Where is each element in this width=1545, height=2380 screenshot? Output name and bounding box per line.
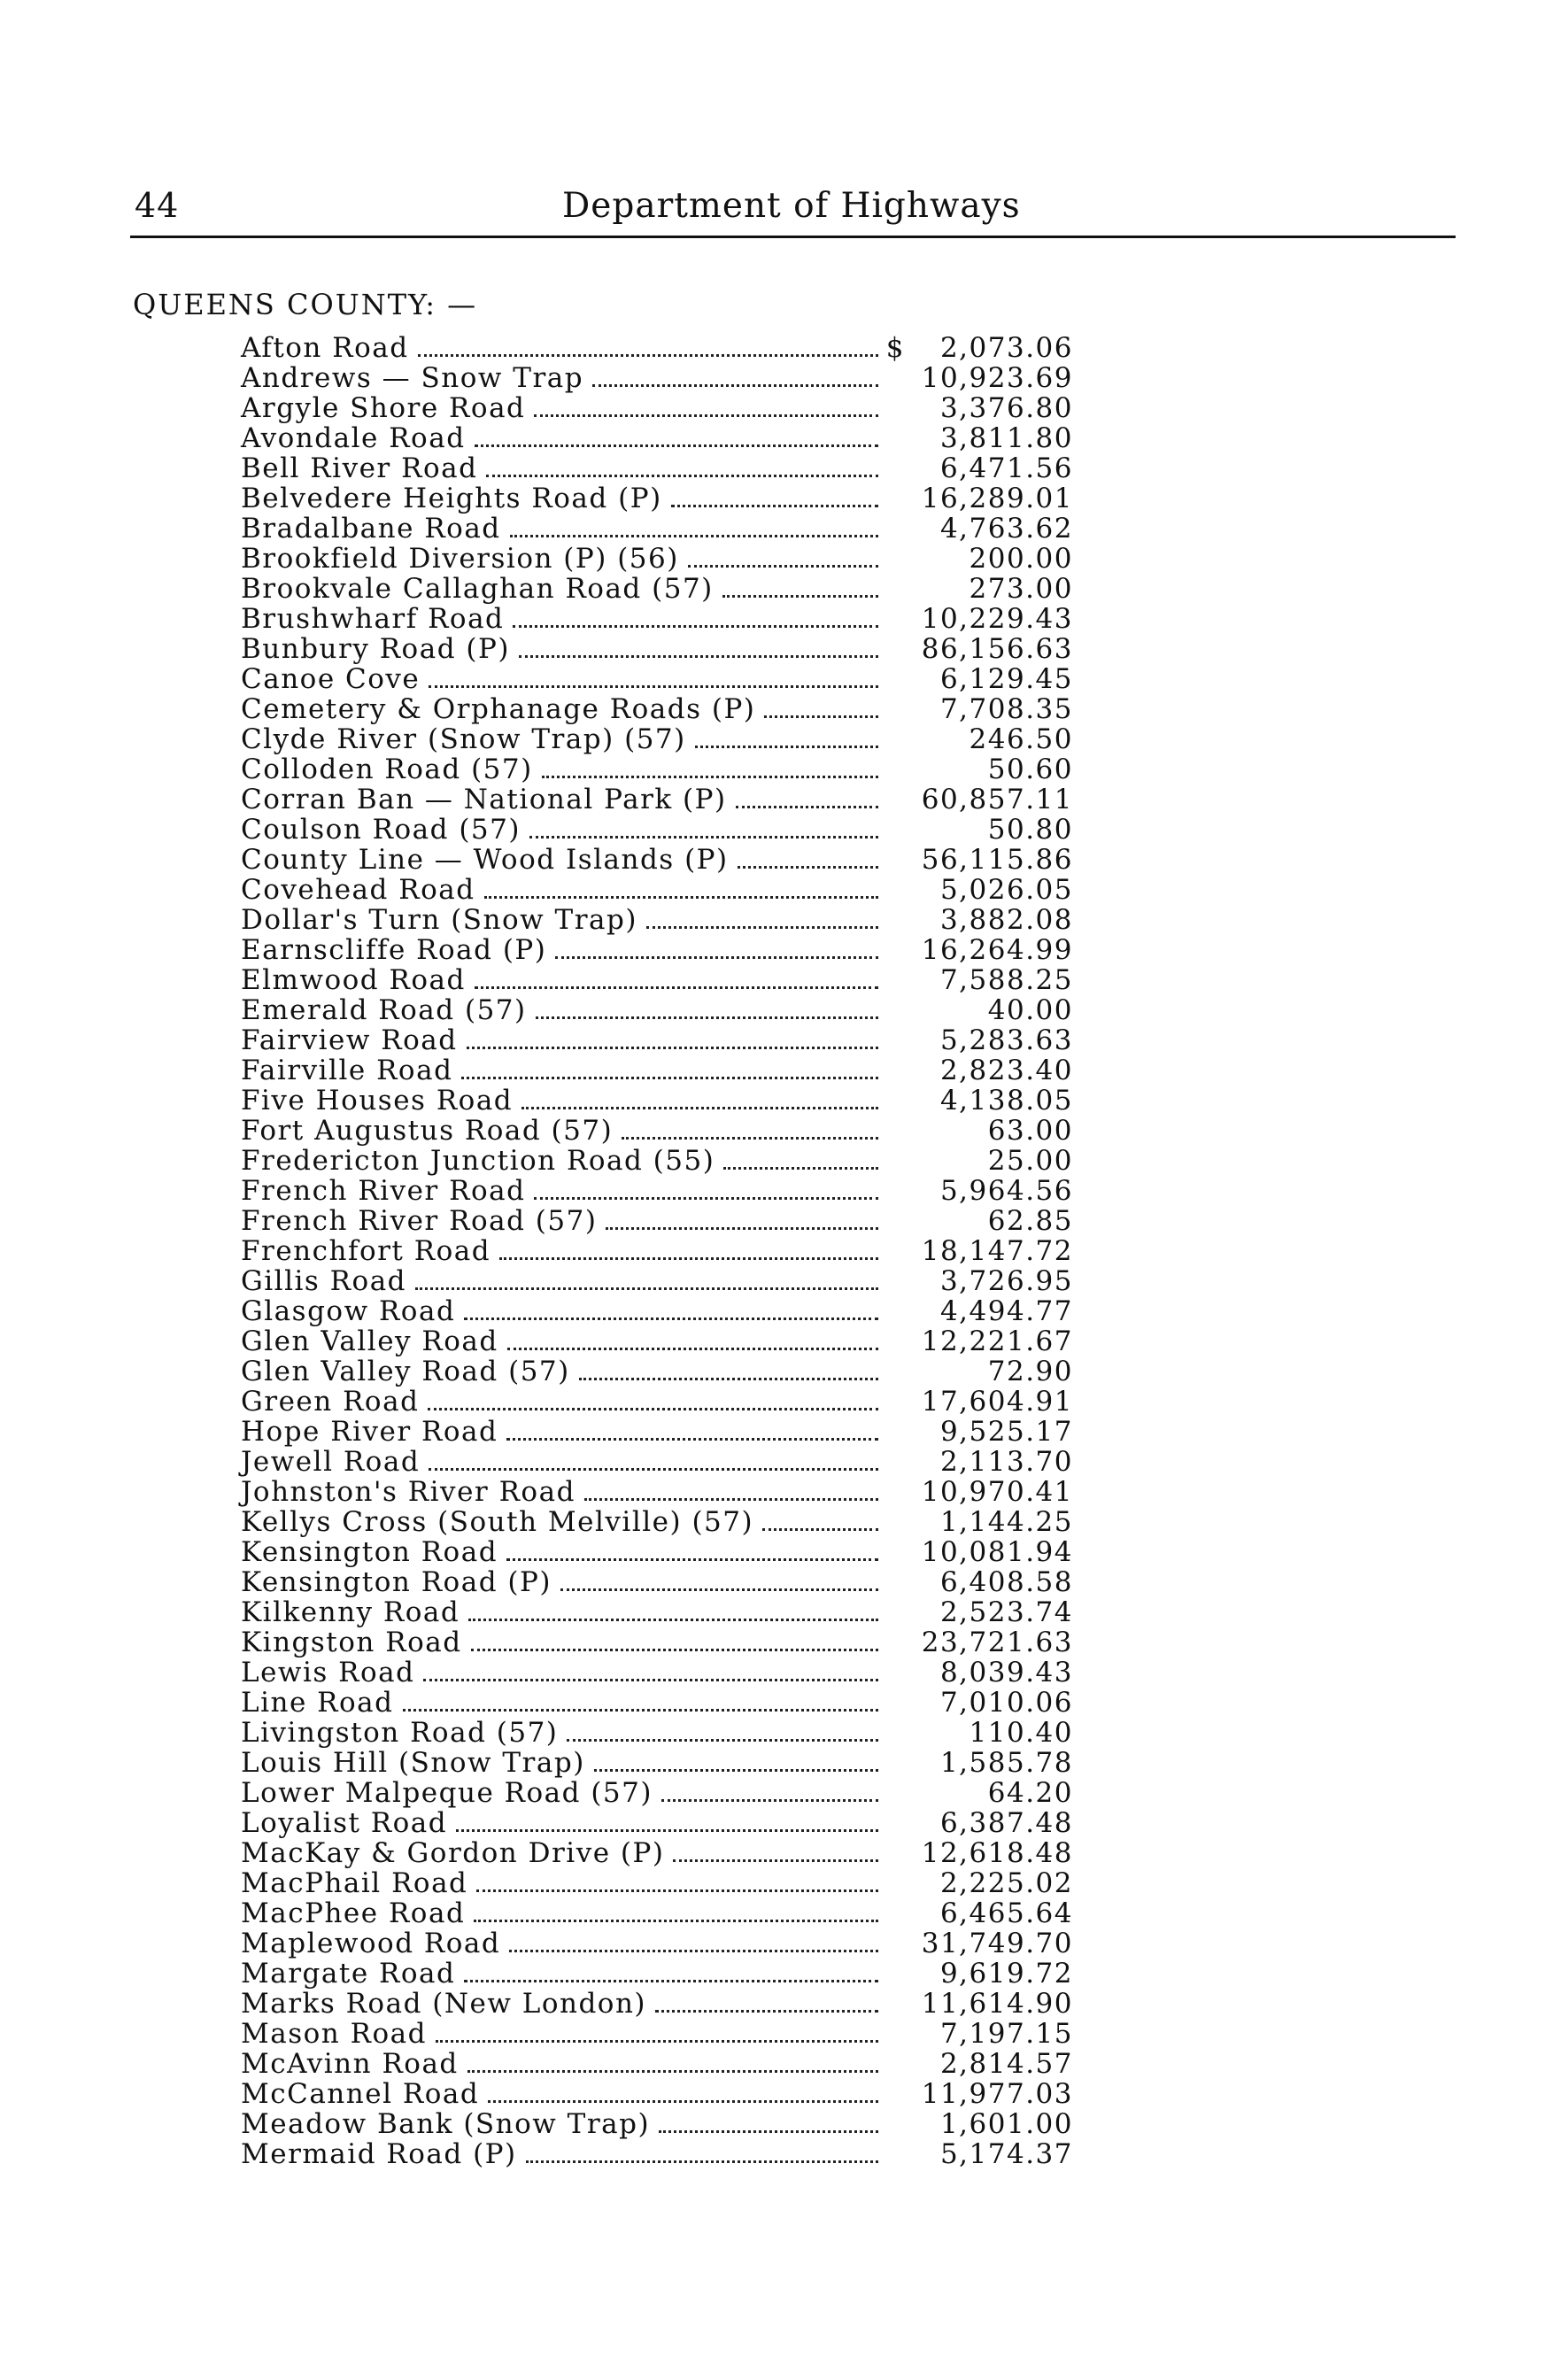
- dot-leader: [507, 1348, 878, 1350]
- amount-value: 5,283.63: [939, 1024, 1073, 1056]
- list-item: [241, 393, 1073, 423]
- amount-value: 4,494.77: [939, 1295, 1073, 1327]
- page-number: 44: [135, 186, 180, 225]
- amount-value: 50.60: [987, 753, 1073, 785]
- dot-leader: [655, 2010, 878, 2013]
- dot-leader: [475, 444, 878, 447]
- list-item: [241, 1748, 1073, 1778]
- list-item: [241, 363, 1073, 393]
- dot-leader: [467, 2070, 878, 2073]
- amount-value: 4,138.05: [939, 1085, 1073, 1117]
- dot-leader: [592, 384, 878, 387]
- amount-value: 5,174.37: [939, 2138, 1073, 2170]
- list-item: [241, 1236, 1073, 1266]
- dot-leader: [606, 1227, 878, 1230]
- dot-leader: [484, 896, 878, 899]
- dot-leader: [513, 625, 878, 628]
- list-item: [241, 1387, 1073, 1417]
- list-item: [241, 1356, 1073, 1387]
- section-heading: QUEENS COUNTY: —: [133, 288, 478, 321]
- amount-value: 2,823.40: [939, 1055, 1073, 1086]
- amount-value: 110.40: [969, 1717, 1073, 1749]
- list-item: [241, 2019, 1073, 2049]
- amount-value: 56,115.86: [921, 844, 1073, 876]
- list-item: [241, 1778, 1073, 1808]
- amount-value: 62.85: [987, 1205, 1073, 1237]
- road-name: MacKay & Gordon Drive (P): [241, 1837, 665, 1869]
- list-item: [241, 1868, 1073, 1898]
- dot-leader: [646, 926, 878, 929]
- road-name: Covehead Road: [241, 874, 475, 906]
- dot-leader: [499, 1257, 878, 1260]
- road-name: Fairview Road: [241, 1024, 458, 1056]
- road-name: Fairville Road: [241, 1055, 453, 1086]
- dot-leader: [436, 2040, 878, 2043]
- dot-leader: [534, 1197, 878, 1200]
- list-item: [241, 1417, 1073, 1447]
- amount-value: 3,811.80: [939, 422, 1073, 454]
- list-item: [241, 2079, 1073, 2109]
- road-name: Kingston Road: [241, 1627, 462, 1658]
- list-item: [241, 845, 1073, 875]
- list-item: [241, 544, 1073, 574]
- dot-leader: [468, 1619, 878, 1621]
- list-item: [241, 1658, 1073, 1688]
- dot-leader: [429, 1468, 878, 1471]
- dot-leader: [418, 354, 878, 357]
- list-item: [241, 1688, 1073, 1718]
- dot-leader: [461, 1077, 878, 1079]
- road-name: Colloden Road (57): [241, 753, 533, 785]
- amount-value: 16,289.01: [921, 483, 1073, 514]
- amount-value: 23,721.63: [921, 1627, 1073, 1658]
- amount-value: 6,465.64: [939, 1897, 1073, 1929]
- road-name: Mason Road: [241, 2018, 427, 2050]
- amount-value: 10,229.43: [921, 603, 1073, 635]
- amount-value: 10,970.41: [921, 1476, 1073, 1508]
- list-item: [241, 1206, 1073, 1236]
- list-item: [241, 574, 1073, 604]
- dot-leader: [471, 1649, 878, 1651]
- amount-value: 2,523.74: [939, 1596, 1073, 1628]
- list-item: [241, 754, 1073, 784]
- list-item: [241, 1326, 1073, 1356]
- amount-value: 246.50: [969, 723, 1073, 755]
- road-name: Bradalbane Road: [241, 513, 501, 545]
- road-name: Kellys Cross (South Melville) (57): [241, 1506, 754, 1538]
- dot-leader: [510, 535, 878, 537]
- road-name: French River Road (57): [241, 1205, 598, 1237]
- list-item: [241, 483, 1073, 514]
- dot-leader: [567, 1739, 878, 1742]
- list-item: [241, 875, 1073, 905]
- dot-leader: [542, 776, 878, 778]
- dot-leader: [695, 746, 878, 748]
- dot-leader: [671, 505, 878, 507]
- amount-value: 11,977.03: [921, 2078, 1073, 2110]
- road-name: Glen Valley Road: [241, 1325, 498, 1357]
- list-item: [241, 1507, 1073, 1537]
- dot-leader: [555, 956, 878, 959]
- currency-symbol: $: [885, 332, 905, 364]
- amount-value: 2,814.57: [939, 2048, 1073, 2080]
- list-item: [241, 1928, 1073, 1959]
- list-item: [241, 1627, 1073, 1658]
- amount-value: 1,585.78: [939, 1747, 1073, 1779]
- list-item: [241, 664, 1073, 694]
- road-name: Fort Augustus Road (57): [241, 1115, 614, 1147]
- dot-leader: [526, 2160, 878, 2163]
- dot-leader: [464, 1318, 878, 1320]
- road-name: Dollar's Turn (Snow Trap): [241, 904, 637, 936]
- dot-leader: [464, 1980, 878, 1982]
- road-name: MacPhail Road: [241, 1867, 468, 1899]
- dot-leader: [688, 565, 878, 568]
- list-item: [241, 965, 1073, 995]
- road-name: Belvedere Heights Road (P): [241, 483, 662, 514]
- road-name: Johnston's River Road: [241, 1476, 576, 1508]
- dot-leader: [423, 1679, 878, 1681]
- expenditure-list: [241, 333, 1073, 2169]
- road-name: Meadow Bank (Snow Trap): [241, 2108, 651, 2140]
- amount-value: 5,026.05: [939, 874, 1073, 906]
- list-item: [241, 1296, 1073, 1326]
- dot-leader: [579, 1378, 878, 1380]
- dot-leader: [622, 1137, 878, 1140]
- amount-value: 63.00: [987, 1115, 1073, 1147]
- list-item: [241, 1055, 1073, 1086]
- list-item: [241, 1838, 1073, 1868]
- list-item: [241, 1989, 1073, 2019]
- road-name: Marks Road (New London): [241, 1988, 647, 2020]
- dot-leader: [723, 1167, 878, 1170]
- dot-leader: [738, 866, 878, 869]
- dot-leader: [722, 595, 878, 598]
- road-name: Kilkenny Road: [241, 1596, 460, 1628]
- amount-value: 1,144.25: [939, 1506, 1073, 1538]
- dot-leader: [762, 1528, 878, 1531]
- list-item: [241, 1477, 1073, 1507]
- amount-value: 11,614.90: [921, 1988, 1073, 2020]
- dot-leader: [529, 836, 878, 838]
- page-header: [130, 186, 1458, 239]
- list-item: [241, 1146, 1073, 1176]
- amount-value: 7,708.35: [939, 693, 1073, 725]
- amount-value: 17,604.91: [921, 1386, 1073, 1418]
- road-name: McCannel Road: [241, 2078, 480, 2110]
- road-name: Elmwood Road: [241, 964, 466, 996]
- dot-leader: [521, 1107, 878, 1109]
- dot-leader: [736, 806, 878, 808]
- road-name: Avondale Road: [241, 422, 466, 454]
- list-item: [241, 423, 1073, 453]
- list-item: [241, 1959, 1073, 1989]
- road-name: Margate Road: [241, 1958, 456, 1990]
- list-item: [241, 905, 1073, 935]
- list-item: [241, 1898, 1073, 1928]
- dot-leader: [415, 1287, 878, 1290]
- list-item: [241, 1597, 1073, 1627]
- road-name: MacPhee Road: [241, 1897, 466, 1929]
- road-name: Livingston Road (57): [241, 1717, 559, 1749]
- amount-value: 4,763.62: [939, 513, 1073, 545]
- road-name: Fredericton Junction Road (55): [241, 1145, 715, 1177]
- road-name: Bell River Road: [241, 452, 478, 484]
- road-name: Emerald Road (57): [241, 994, 527, 1026]
- list-item: [241, 724, 1073, 754]
- road-name: Corran Ban — National Park (P): [241, 784, 727, 815]
- list-item: [241, 2109, 1073, 2139]
- list-item: [241, 1718, 1073, 1748]
- amount-value: 10,923.69: [921, 362, 1073, 394]
- amount-value: 7,588.25: [939, 964, 1073, 996]
- dot-leader: [474, 1920, 878, 1922]
- dot-leader: [659, 2130, 878, 2133]
- list-item: [241, 2139, 1073, 2169]
- dot-leader: [475, 986, 878, 989]
- list-item: [241, 604, 1073, 634]
- amount-value: 200.00: [969, 543, 1073, 575]
- dot-leader: [467, 1047, 878, 1049]
- amount-value: 86,156.63: [921, 633, 1073, 665]
- amount-value: 50.80: [987, 814, 1073, 846]
- road-name: Kensington Road: [241, 1536, 498, 1568]
- dot-leader: [519, 655, 878, 658]
- amount-value: 9,525.17: [939, 1416, 1073, 1448]
- amount-value: 5,964.56: [939, 1175, 1073, 1207]
- amount-value: 3,376.80: [939, 392, 1073, 424]
- amount-value: 9,619.72: [939, 1958, 1073, 1990]
- amount-value: 2,225.02: [939, 1867, 1073, 1899]
- amount-value: 31,749.70: [921, 1928, 1073, 1959]
- amount-value: 2,113.70: [939, 1446, 1073, 1478]
- road-name: Argyle Shore Road: [241, 392, 526, 424]
- list-item: [241, 453, 1073, 483]
- list-item: [241, 1266, 1073, 1296]
- dot-leader: [429, 685, 878, 688]
- amount-value: 6,129.45: [939, 663, 1073, 695]
- road-name: Clyde River (Snow Trap) (57): [241, 723, 686, 755]
- road-name: Line Road: [241, 1687, 394, 1719]
- list-item: [241, 1537, 1073, 1567]
- dot-leader: [584, 1498, 878, 1501]
- road-name: Five Houses Road: [241, 1085, 514, 1117]
- dot-leader: [403, 1709, 879, 1712]
- road-name: County Line — Wood Islands (P): [241, 844, 729, 876]
- road-name: Brushwharf Road: [241, 603, 505, 635]
- list-item: [241, 333, 1073, 363]
- road-name: Loyalist Road: [241, 1807, 448, 1839]
- dot-leader: [534, 414, 878, 417]
- road-name: French River Road: [241, 1175, 526, 1207]
- road-name: Andrews — Snow Trap: [241, 362, 584, 394]
- road-name: Louis Hill (Snow Trap): [241, 1747, 585, 1779]
- list-item: [241, 1086, 1073, 1116]
- road-name: Glen Valley Road (57): [241, 1356, 570, 1387]
- road-name: Afton Road: [241, 332, 409, 364]
- amount-value: 7,010.06: [939, 1687, 1073, 1719]
- list-item: [241, 995, 1073, 1025]
- amount-value: 6,471.56: [939, 452, 1073, 484]
- list-item: [241, 1567, 1073, 1597]
- dot-leader: [764, 715, 878, 718]
- amount-value: 18,147.72: [921, 1235, 1073, 1267]
- dot-leader: [428, 1408, 878, 1410]
- list-item: [241, 1116, 1073, 1146]
- dot-leader: [486, 475, 878, 477]
- amount-value: 2,073.06: [939, 332, 1073, 364]
- list-item: [241, 514, 1073, 544]
- dot-leader: [476, 1889, 878, 1892]
- amount-value: 64.20: [987, 1777, 1073, 1809]
- dot-leader: [536, 1016, 878, 1019]
- road-name: Brookfield Diversion (P) (56): [241, 543, 679, 575]
- list-item: [241, 1025, 1073, 1055]
- road-name: Glasgow Road: [241, 1295, 456, 1327]
- list-item: [241, 634, 1073, 664]
- road-name: Earnscliffe Road (P): [241, 934, 547, 966]
- dot-leader: [506, 1438, 878, 1441]
- amount-value: 72.90: [987, 1356, 1073, 1387]
- header-rule: [130, 236, 1456, 238]
- amount-value: 16,264.99: [921, 934, 1073, 966]
- dot-leader: [560, 1588, 878, 1591]
- amount-value: 3,726.95: [939, 1265, 1073, 1297]
- road-name: Canoe Cove: [241, 663, 421, 695]
- road-name: Hope River Road: [241, 1416, 498, 1448]
- road-name: Kensington Road (P): [241, 1566, 552, 1598]
- list-item: [241, 694, 1073, 724]
- amount-value: 25.00: [987, 1145, 1073, 1177]
- amount-value: 6,408.58: [939, 1566, 1073, 1598]
- list-item: [241, 1176, 1073, 1206]
- amount-value: 6,387.48: [939, 1807, 1073, 1839]
- amount-value: 7,197.15: [939, 2018, 1073, 2050]
- list-item: [241, 815, 1073, 845]
- dot-leader: [594, 1769, 878, 1772]
- list-item: [241, 2049, 1073, 2079]
- dot-leader: [488, 2100, 878, 2103]
- dot-leader: [456, 1829, 878, 1832]
- amount-value: 10,081.94: [921, 1536, 1073, 1568]
- road-name: Cemetery & Orphanage Roads (P): [241, 693, 756, 725]
- list-item: [241, 1447, 1073, 1477]
- road-name: Frenchfort Road: [241, 1235, 491, 1267]
- road-name: Lower Malpeque Road (57): [241, 1777, 653, 1809]
- amount-value: 40.00: [987, 994, 1073, 1026]
- amount-value: 273.00: [969, 573, 1073, 605]
- road-name: Maplewood Road: [241, 1928, 501, 1959]
- amount-value: 12,221.67: [921, 1325, 1073, 1357]
- dot-leader: [673, 1859, 878, 1862]
- road-name: Jewell Road: [241, 1446, 421, 1478]
- dot-leader: [506, 1558, 878, 1561]
- amount-value: 12,618.48: [921, 1837, 1073, 1869]
- road-name: McAvinn Road: [241, 2048, 459, 2080]
- dot-leader: [509, 1950, 878, 1952]
- page-title: Department of Highways: [562, 186, 1021, 226]
- dot-leader: [661, 1799, 878, 1802]
- list-item: [241, 784, 1073, 815]
- road-name: Mermaid Road (P): [241, 2138, 517, 2170]
- road-name: Lewis Road: [241, 1657, 415, 1688]
- amount-value: 3,882.08: [939, 904, 1073, 936]
- amount-value: 1,601.00: [939, 2108, 1073, 2140]
- road-name: Gillis Road: [241, 1265, 407, 1297]
- road-name: Bunbury Road (P): [241, 633, 510, 665]
- amount-value: 60,857.11: [921, 784, 1073, 815]
- road-name: Brookvale Callaghan Road (57): [241, 573, 714, 605]
- list-item: [241, 1808, 1073, 1838]
- amount-value: 8,039.43: [939, 1657, 1073, 1688]
- road-name: Green Road: [241, 1386, 420, 1418]
- list-item: [241, 935, 1073, 965]
- road-name: Coulson Road (57): [241, 814, 521, 846]
